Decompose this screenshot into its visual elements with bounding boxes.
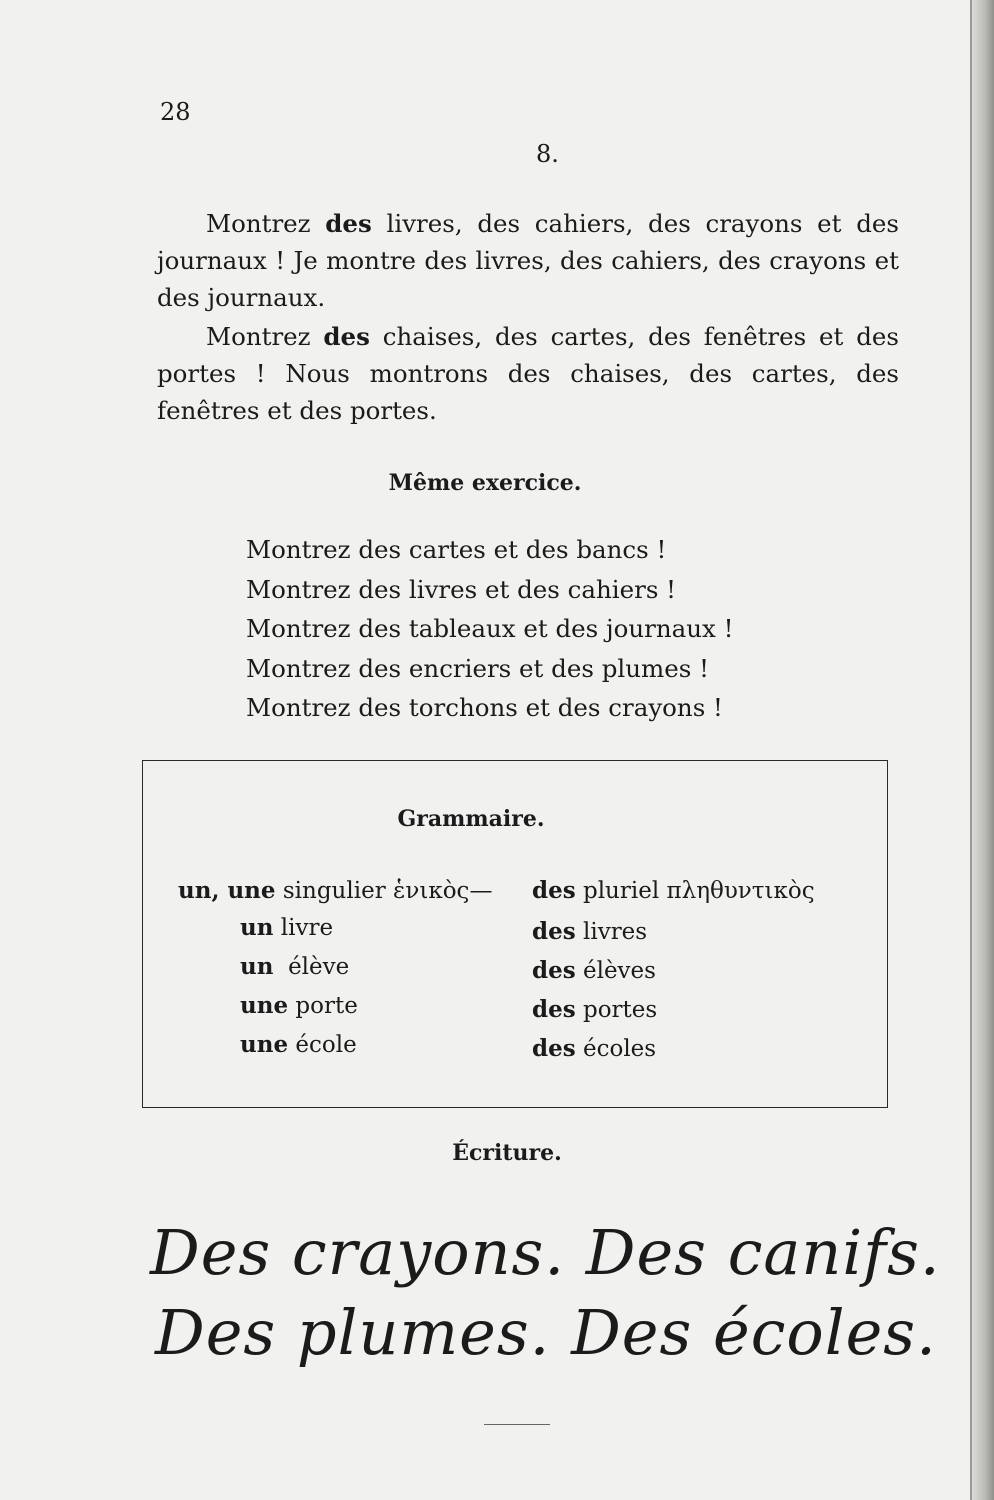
handwriting-line-2: Des plumes. Des écoles. [155,1296,937,1369]
exercise-line: Montrez des encriers et des plumes ! [246,653,709,683]
exercise-list [246,530,734,728]
singular-heading: un, une singulier ἑνικὸς— [178,877,493,904]
exercise-title: Même exercice. [388,470,582,496]
writing-title: Écriture. [452,1140,562,1166]
plural-row: des livres [532,918,648,945]
page-edge [972,0,994,1500]
exercise-line: Montrez des tableaux et des journaux ! [246,614,734,643]
page-number: 28 [160,98,191,126]
plural-heading: des pluriel πληθυντικὸς [532,877,815,904]
singular-row: un livre [240,914,334,941]
exercise-line: Montrez des torchons et des crayons ! [246,693,723,722]
singular-row: une école [240,1031,357,1058]
grammar-title: Grammaire. [397,806,545,832]
bottom-rule [484,1424,550,1425]
singular-row: une porte [240,992,358,1019]
exercise-line: Montrez des livres et des cahiers ! [246,574,677,604]
lesson-number: 8. [536,140,559,168]
plural-row: des écoles [532,1035,657,1062]
exercise-line: Montrez des cartes et des bancs ! [246,535,667,564]
plural-row: des portes [532,996,658,1023]
singular-row: un élève [240,953,350,980]
plural-row: des élèves [532,957,656,984]
bold-article: des [325,209,372,238]
paragraph-2: Montrez des chaises, des cartes, des fenêtres et des portes ! Nous montrons des chaises, des cartes, des fenêtres et des portes. [157,322,899,425]
bold-article: des [323,322,370,351]
paragraph-1: Montrez des livres, des cahiers, des crayons et des journaux ! Je montre des livres, des cahiers, des crayons et des journaux. [157,209,899,312]
handwriting-line-1: Des crayons. Des canifs. [150,1216,941,1289]
